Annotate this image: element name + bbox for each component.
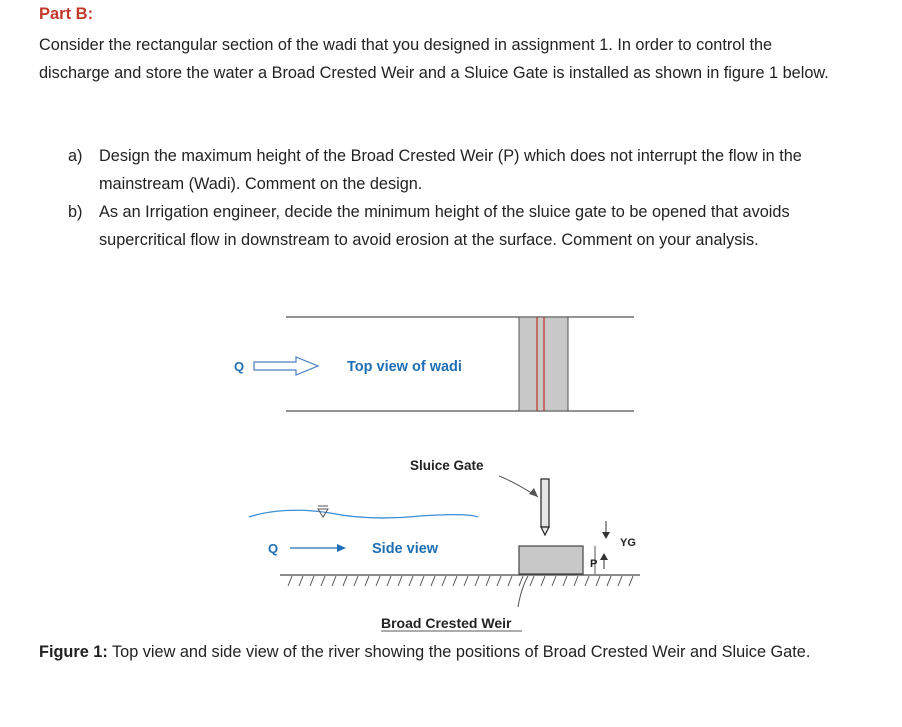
hatch-stroke	[453, 576, 457, 586]
hatch-stroke	[387, 576, 391, 586]
hatch-stroke	[288, 576, 292, 586]
hatch-stroke	[464, 576, 468, 586]
hatch-stroke	[376, 576, 380, 586]
yg-arrow-up-head	[600, 553, 608, 560]
figure-caption-prefix: Figure 1:	[39, 643, 108, 661]
sluice-gate-tip	[541, 527, 549, 535]
hatch-stroke	[486, 576, 490, 586]
hatch-stroke	[321, 576, 325, 586]
side-view-title: Side view	[372, 541, 439, 557]
part-heading: Part B:	[39, 5, 94, 23]
hatch-stroke	[398, 576, 402, 586]
top-view-title: Top view of wadi	[347, 359, 462, 375]
figure-caption	[39, 638, 839, 666]
hatch-stroke	[552, 576, 556, 586]
hatch-stroke	[310, 576, 314, 586]
hatch-stroke	[497, 576, 501, 586]
figure-caption-text: Top view and side view of the river showing the positions of Broad Crested Weir and Sluice Gate.	[107, 643, 811, 661]
hatch-stroke	[508, 576, 512, 586]
yg-arrow-down-head	[602, 532, 610, 539]
question-a-text: Design the maximum height of the Broad Crested Weir (P) which does not interrupt the flow in the mainstream (Wadi). Comment on the design.	[99, 147, 802, 193]
hatch-stroke	[420, 576, 424, 586]
weir-label: Broad Crested Weir	[381, 615, 512, 631]
hatch-stroke	[343, 576, 347, 586]
hatch-stroke	[332, 576, 336, 586]
hatch-stroke	[607, 576, 611, 586]
yg-label: YG	[620, 537, 636, 549]
question-b	[68, 198, 828, 282]
hatch-stroke	[563, 576, 567, 586]
top-q-label: Q	[234, 359, 245, 374]
hatch-stroke	[530, 576, 534, 586]
hatch-stroke	[519, 576, 523, 586]
hatch-stroke	[541, 576, 545, 586]
sluice-gate-label: Sluice Gate	[410, 458, 484, 473]
figure-diagram	[0, 295, 902, 635]
hatch-stroke	[354, 576, 358, 586]
flow-arrow-icon	[254, 357, 318, 375]
hatch-stroke	[409, 576, 413, 586]
intro-paragraph: Consider the rectangular section of the wadi that you designed in assignment 1. In order to control the discharge and store the water a Broad Crested Weir and a Sluice Gate is installed as shown in figure 1 below.	[39, 36, 829, 82]
bed-hatching	[288, 576, 633, 586]
question-a	[68, 142, 828, 198]
sluice-gate	[541, 479, 549, 527]
broad-crested-weir	[519, 546, 583, 574]
hatch-stroke	[585, 576, 589, 586]
hatch-stroke	[574, 576, 578, 586]
question-a-label: a)	[68, 147, 83, 165]
hatch-stroke	[596, 576, 600, 586]
hatch-stroke	[442, 576, 446, 586]
hatch-stroke	[365, 576, 369, 586]
hatch-stroke	[629, 576, 633, 586]
hatch-stroke	[299, 576, 303, 586]
hatch-stroke	[431, 576, 435, 586]
question-b-label: b)	[68, 203, 83, 221]
question-b-text: As an Irrigation engineer, decide the minimum height of the sluice gate to be opened that avoids supercritical flow in downstream to avoid erosion at the surface. Comment on your analysis.	[99, 203, 790, 249]
side-q-label: Q	[268, 541, 279, 556]
p-label: P	[590, 558, 598, 570]
weir-pointer-line	[518, 576, 528, 607]
side-view	[249, 458, 640, 631]
gate-pointer-arrowhead	[529, 488, 538, 497]
hatch-stroke	[618, 576, 622, 586]
hatch-stroke	[475, 576, 479, 586]
top-view	[234, 317, 634, 411]
side-flow-arrowhead	[337, 544, 346, 552]
water-surface	[249, 510, 478, 518]
